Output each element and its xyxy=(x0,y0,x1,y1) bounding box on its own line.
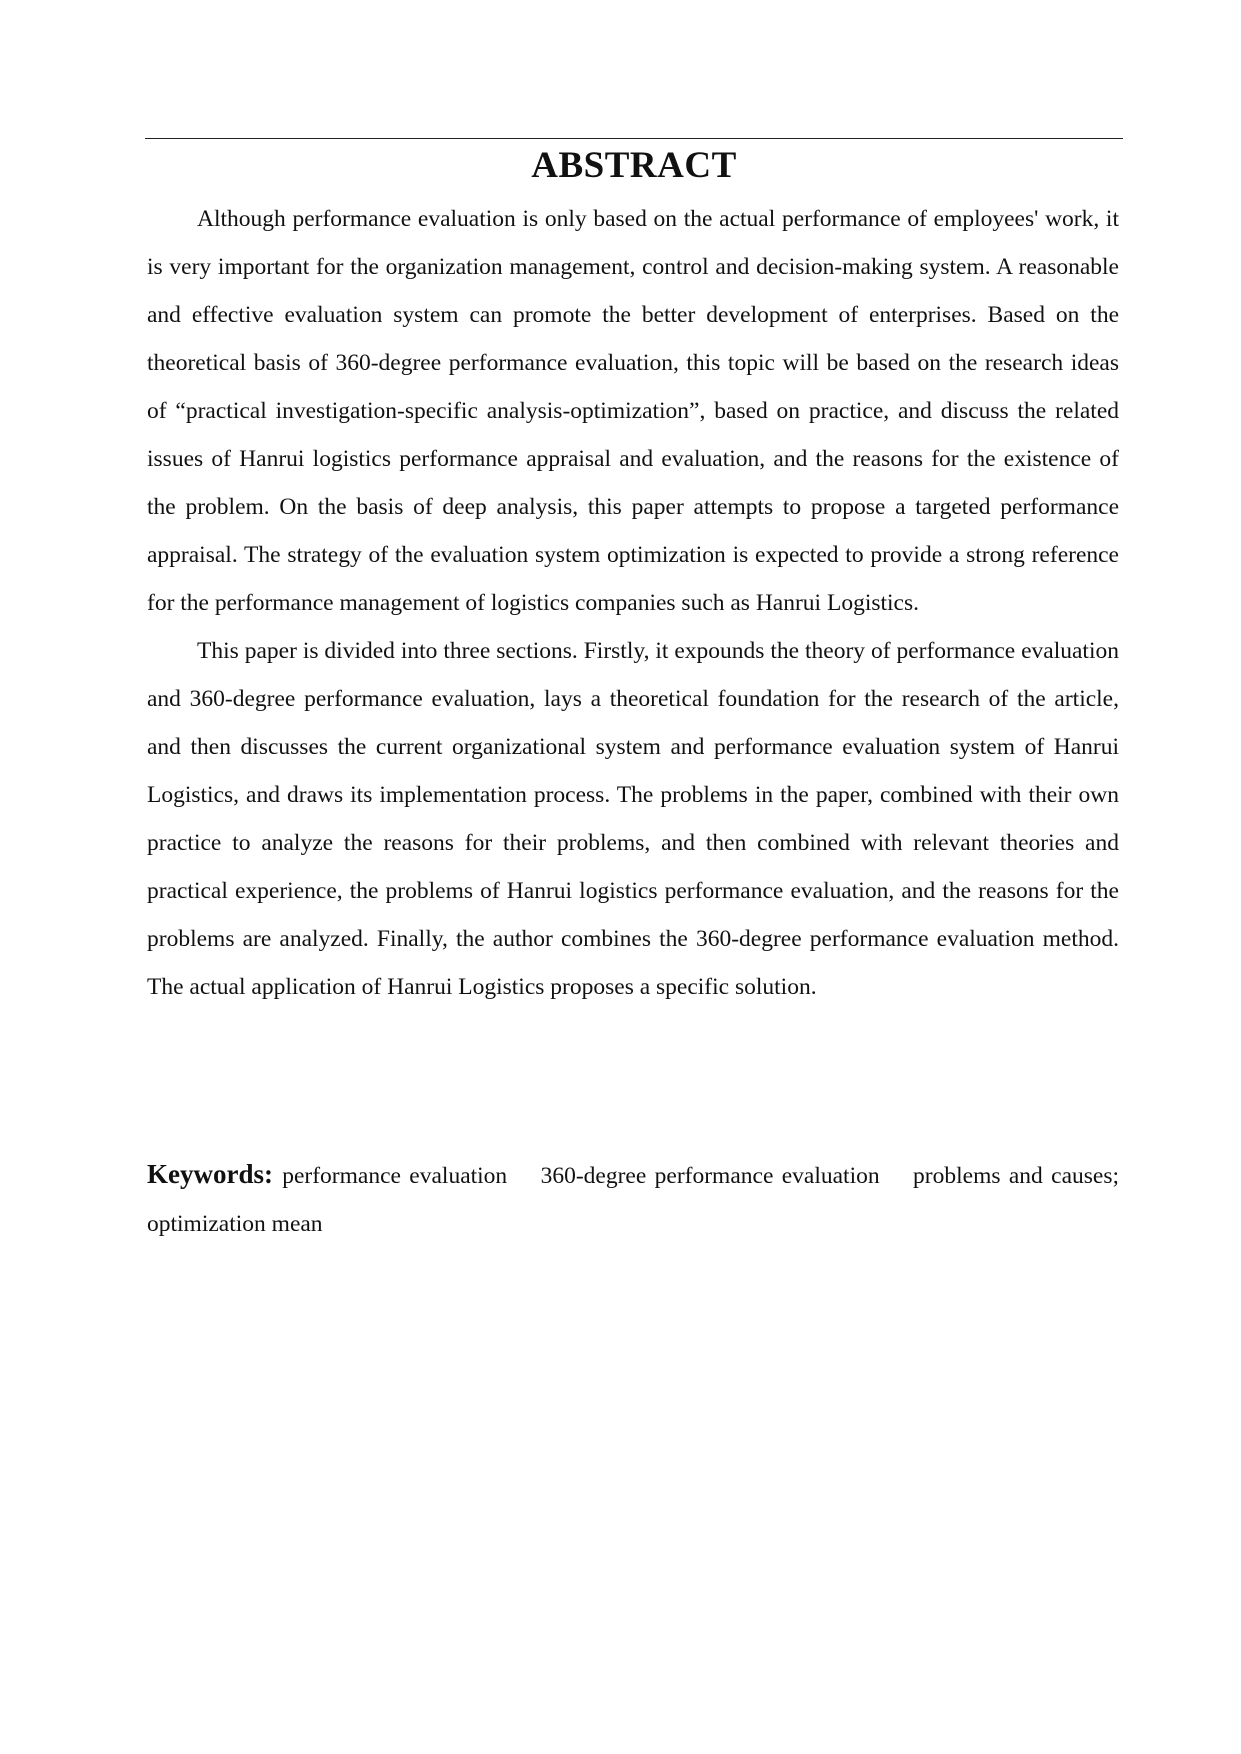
abstract-paragraph-1: Although performance evaluation is only based on the actual performance of employees' work, it is very important for the organization management, control and decision-making system. A reasonable and effective evaluation system can promote the better development of enterprises. Based on the theoretical basis of 360-degree performance evaluation, this topic will be based on the research ideas of “practical investigation-specific analysis-optimization”, based on practice, and discuss the related issues of Hanrui logistics performance appraisal and evaluation, and the reasons for the existence of the problem. On the basis of deep analysis, this paper attempts to propose a targeted performance appraisal. The strategy of the evaluation system optimization is expected to provide a strong reference for the performance management of logistics companies such as Hanrui Logistics. xyxy=(147,206,1119,616)
keywords-line xyxy=(147,1150,1125,1248)
abstract-body xyxy=(147,195,1119,1011)
abstract-title: ABSTRACT xyxy=(531,145,737,186)
header-rule xyxy=(145,138,1123,139)
keywords-text: performance evaluation 360-degree performance evaluation problems and causes; optimization mean xyxy=(147,1163,1125,1237)
abstract-paragraph-2: This paper is divided into three sections. Firstly, it expounds the theory of performance evaluation and 360-degree performance evaluation, lays a theoretical foundation for the research of the article, and then discusses the current organizational system and performance evaluation system of Hanrui Logistics, and draws its implementation process. The problems in the paper, combined with their own practice to analyze the reasons for their problems, and then combined with relevant theories and practical experience, the problems of Hanrui logistics performance evaluation, and the reasons for the problems are analyzed. Finally, the author combines the 360-degree performance evaluation method. The actual application of Hanrui Logistics proposes a specific solution. xyxy=(147,638,1119,1000)
keywords-label: Keywords: xyxy=(147,1159,283,1189)
